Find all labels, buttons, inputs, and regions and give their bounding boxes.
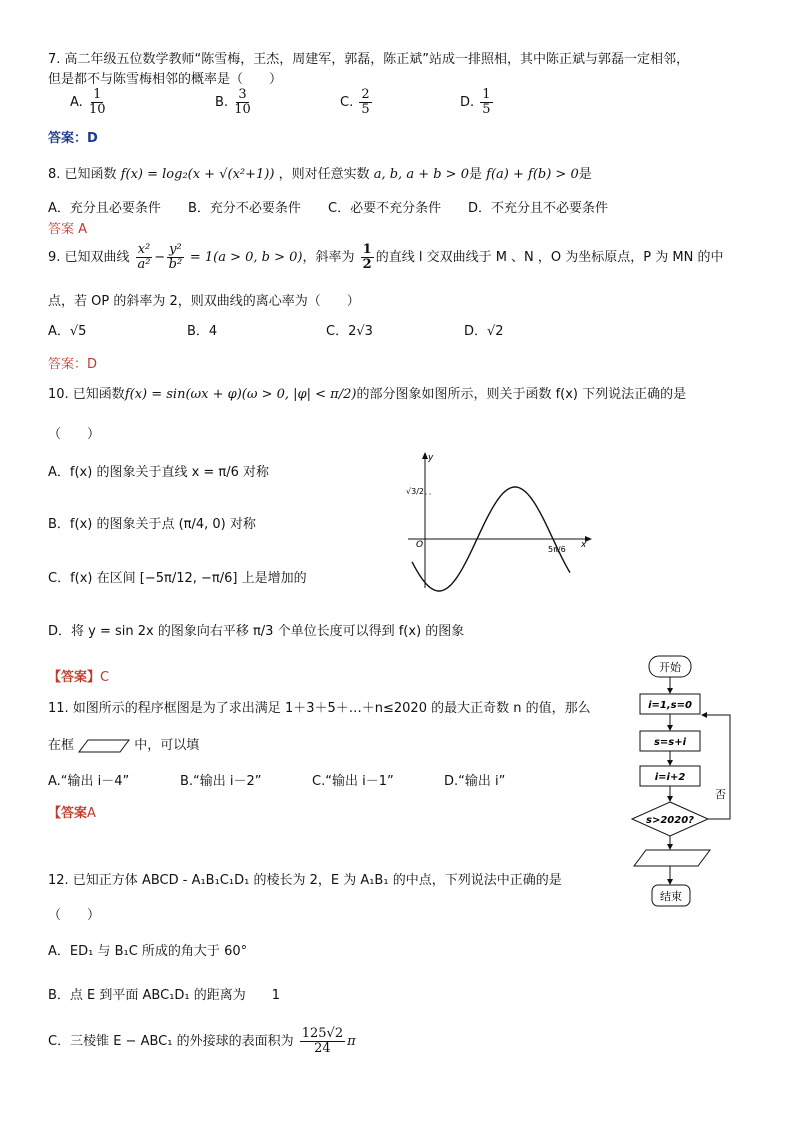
q8-option-d: D．不充分且不必要条件 bbox=[468, 201, 609, 216]
q9-stem-line2: 点，若 OP 的斜率为 2，则双曲线的离心率为（ ） bbox=[48, 294, 360, 309]
origin-label: O bbox=[416, 540, 424, 550]
q12-paren: （ ） bbox=[48, 908, 101, 923]
q9-option-d: D．√2 bbox=[464, 324, 504, 339]
q11-stem-line2: 在框 中，可以填 bbox=[48, 738, 200, 753]
q7-answer: 答案：D bbox=[48, 131, 98, 146]
q7-stem-line1: 7. 高二年级五位数学教师“陈雪梅，王杰，周建军，郭磊，陈正斌”站成一排照相，其中陈正斌与郭磊一定相邻， bbox=[48, 52, 690, 67]
flow-step1-label: s=s+i bbox=[653, 737, 687, 748]
q10-answer: 【答案】C bbox=[48, 670, 110, 685]
x-tick-label: 5π/6 bbox=[548, 545, 566, 554]
x-axis-label: x bbox=[581, 540, 587, 550]
q10-option-a: A．f(x) 的图象关于直线 x = π/6 对称 bbox=[48, 465, 270, 480]
q7-option-a: A. $\frac{1}{10}$ bbox=[70, 87, 106, 117]
q10-option-d: D．将 y = sin 2x 的图象向右平移 π/3 个单位长度可以得到 f(x) 的图象 bbox=[48, 624, 465, 639]
q10-paren: （ ） bbox=[48, 427, 101, 442]
q7-option-b: B. $\frac{3}{10}$ bbox=[215, 87, 251, 117]
q8-answer: 答案 A bbox=[48, 222, 88, 237]
q12-option-a: A．ED₁ 与 B₁C 所成的角大于 60° bbox=[48, 944, 248, 959]
flow-no-label: 否 bbox=[715, 788, 726, 801]
parallelogram-icon bbox=[78, 739, 130, 753]
q10-option-b: B．f(x) 的图象关于点 (π/4, 0) 对称 bbox=[48, 517, 256, 532]
q7-option-c: C. $\frac{2}{5}$ bbox=[340, 87, 370, 117]
q9-option-a: A．√5 bbox=[48, 324, 87, 339]
flowchart bbox=[622, 652, 742, 910]
flow-start-label: 开始 bbox=[659, 661, 681, 674]
q8-stem: 8. 已知函数 f(x) = log₂(x + √(x²+1)) ，则对任意实数 a, b, a + b > 0是 f(a) + f(b) > 0是 bbox=[48, 167, 592, 182]
flow-init-label: i=1,s=0 bbox=[648, 700, 692, 711]
q8-option-c: C．必要不充分条件 bbox=[328, 201, 442, 216]
q12-stem: 12. 已知正方体 ABCD - A₁B₁C₁D₁ 的棱长为 2，E 为 A₁B₁ 的中点，下列说法中正确的是 bbox=[48, 873, 562, 888]
q7-stem-line2: 但是都不与陈雪梅相邻的概率是（ ） bbox=[48, 72, 283, 87]
q8-option-b: B．充分不必要条件 bbox=[188, 201, 301, 216]
q11-option-a: A.“输出 i－4” bbox=[48, 774, 130, 789]
q11-option-d: D.“输出 i” bbox=[444, 774, 506, 789]
q9-answer: 答案：D bbox=[48, 357, 98, 372]
q10-stem: 10. 已知函数f(x) = sin(ωx + φ)(ω > 0, |φ| < π/2)的部分图象如图所示，则关于函数 f(x) 下列说法正确的是 bbox=[48, 387, 687, 402]
q8-option-a: A．充分且必要条件 bbox=[48, 201, 161, 216]
y-axis-label: y bbox=[428, 453, 434, 463]
flow-step2-label: i=i+2 bbox=[654, 772, 686, 783]
q9-stem-line1: 9. 已知双曲线 $\frac{\text{x²}}{\text{a²}}$ − $\frac{\text{y²}}{\text{b²}}$ = 1(a > 0, b > 0)，斜率为 $\frac{1}{2}$ 的直线 l 交双曲线于 M 、N ，O 为坐标原点，P 为 MN 的中 bbox=[48, 242, 724, 272]
flow-output bbox=[634, 850, 710, 866]
flow-loop-line bbox=[702, 715, 730, 819]
q9-option-c: C．2√3 bbox=[326, 324, 373, 339]
q11-stem-line1: 11. 如图所示的程序框图是为了求出满足 1＋3＋5＋…＋n≤2020 的最大正奇数 n 的值，那么 bbox=[48, 701, 591, 716]
q12-option-c: C．三棱锥 E − ABC₁ 的外接球的表面积为 $\frac{125√2}{24}$ π bbox=[48, 1026, 356, 1056]
q11-option-c: C.“输出 i－1” bbox=[312, 774, 394, 789]
q11-option-b: B.“输出 i－2” bbox=[180, 774, 262, 789]
q11-answer: 【答案A bbox=[48, 806, 96, 821]
flow-decision-label: s>2020? bbox=[646, 815, 694, 826]
sine-graph bbox=[400, 450, 600, 595]
q7-option-d: D. $\frac{1}{5}$ bbox=[460, 87, 491, 117]
flow-end-label: 结束 bbox=[660, 890, 682, 903]
q12-option-b: B．点 E 到平面 ABC₁D₁ 的距离为 1 bbox=[48, 988, 281, 1003]
q9-option-b: B．4 bbox=[187, 324, 218, 339]
y-tick-label: √3/2 bbox=[406, 487, 424, 496]
q10-option-c: C．f(x) 在区间 [−5π/12, −π/6] 上是增加的 bbox=[48, 571, 307, 586]
